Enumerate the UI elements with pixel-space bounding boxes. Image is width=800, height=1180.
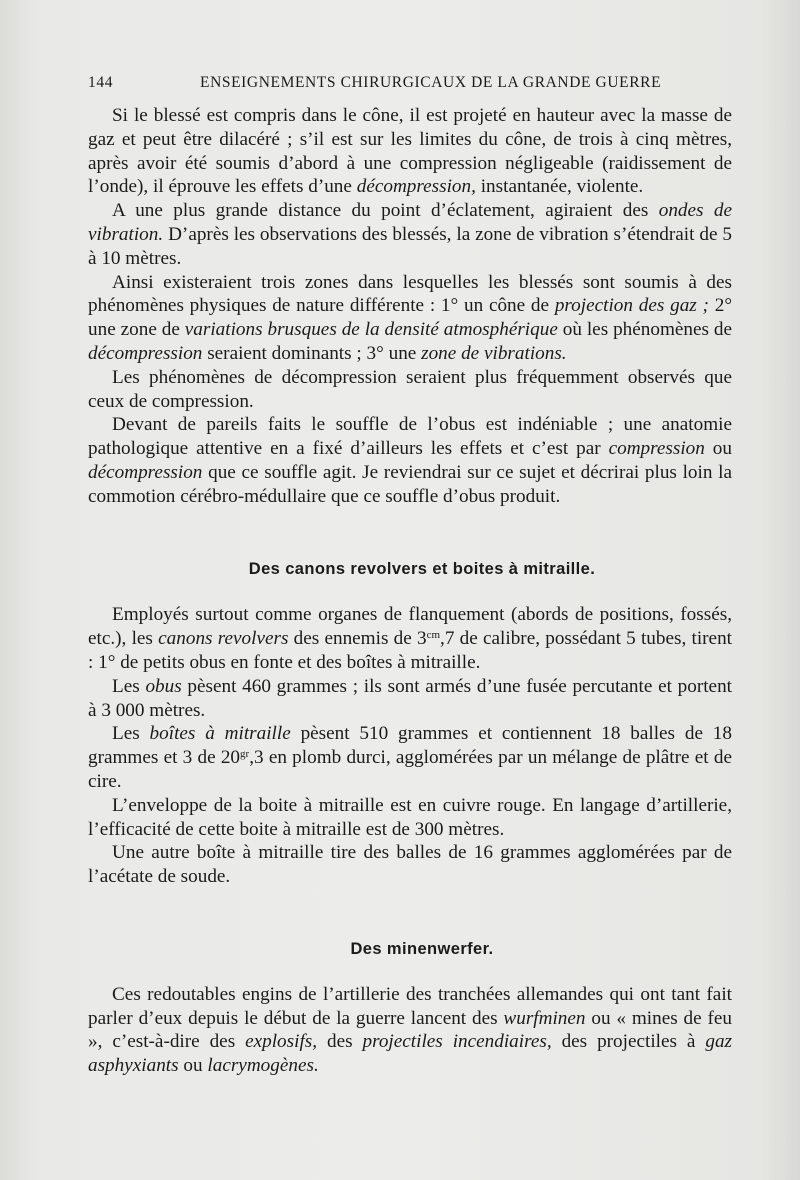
paragraph: Si le blessé est compris dans le cône, il est projeté en hauteur avec la masse de gaz et peut être dilacéré ; s’il est sur les limites du cône, de trois à cinq mètres, après avoir été soumis d’abord à une compression négligeable (raidissement de l’onde), il éprouve les effets d’une décompression, instantanée, violente. xyxy=(88,105,732,198)
paragraph: Employés surtout comme organes de flanquement (abords de positions, fossés, etc.), les canons revolvers des ennemis de $3^{cm},7$ de calibre, possédant 5 tubes, tirent : 1° de petits obus en fonte et des boîtes à mitraille. xyxy=(88,604,732,673)
page-header xyxy=(88,74,732,96)
paragraph: A une plus grande distance du point d’éclatement, agiraient des ondes de vibration. D’après les observations des blessés, la zone de vibration s’étendrait de 5 à 10 mètres. xyxy=(88,200,732,269)
paragraph: Ainsi existeraient trois zones dans lesquelles les blessés sont soumis à des phénomènes physiques de nature différente : 1° un cône de projection des gaz ; 2° une zone de variations brusques de la densité atmosphérique où les phénomènes de décompression seraient dominants ; 3° une zone de vibrations. xyxy=(88,271,732,364)
paragraph: L’enveloppe de la boite à mitraille est en cuivre rouge. En langage d’artillerie, l’efficacité de cette boite à mitraille est de 300 mètres. xyxy=(88,794,732,840)
body-text xyxy=(88,104,732,1078)
running-title: ENSEIGNEMENTS CHIRURGICAUX DE LA GRANDE GUERRE xyxy=(200,74,662,91)
paragraph: Les obus pèsent 460 grammes ; ils sont armés d’une fusée percutante et portent à 3 000 mètres. xyxy=(88,675,732,721)
paragraph: Ces redoutables engins de l’artillerie des tranchées allemandes qui ont tant fait parler d’eux depuis le début de la guerre lancent des wurfminen ou « mines de feu », c’est-à-dire des explosifs, des projectiles incendiaires, des projectiles à gaz asphyxiants ou lacrymogènes. xyxy=(88,983,733,1077)
paragraph: Les boîtes à mitraille pèsent 510 grammes et contiennent 18 balles de 18 grammes et 3 de $20^{gr},3$ en plomb durci, agglomérées par un mélange de plâtre et de cire. xyxy=(88,723,732,792)
section-heading-canons: Des canons revolvers et boites à mitraille. xyxy=(248,559,596,578)
paragraph: Devant de pareils faits le souffle de l’obus est indéniable ; une anatomie pathologique attentive en a fixé d’ailleurs les effets et c’est par compression ou décompression que ce souffle agit. Je reviendrai sur ce sujet et décrirai plus loin la commotion cérébro-médullaire que ce souffle d’obus produit. xyxy=(88,414,732,507)
page-number: 144 xyxy=(88,74,114,91)
section-heading-minenwerfer: Des minenwerfer. xyxy=(350,939,494,958)
paragraph: Les phénomènes de décompression seraient plus fréquemment observés que ceux de compression. xyxy=(88,366,732,412)
paragraph: Une autre boîte à mitraille tire des balles de 16 grammes agglomérées par de l’acétate de soude. xyxy=(88,842,732,888)
